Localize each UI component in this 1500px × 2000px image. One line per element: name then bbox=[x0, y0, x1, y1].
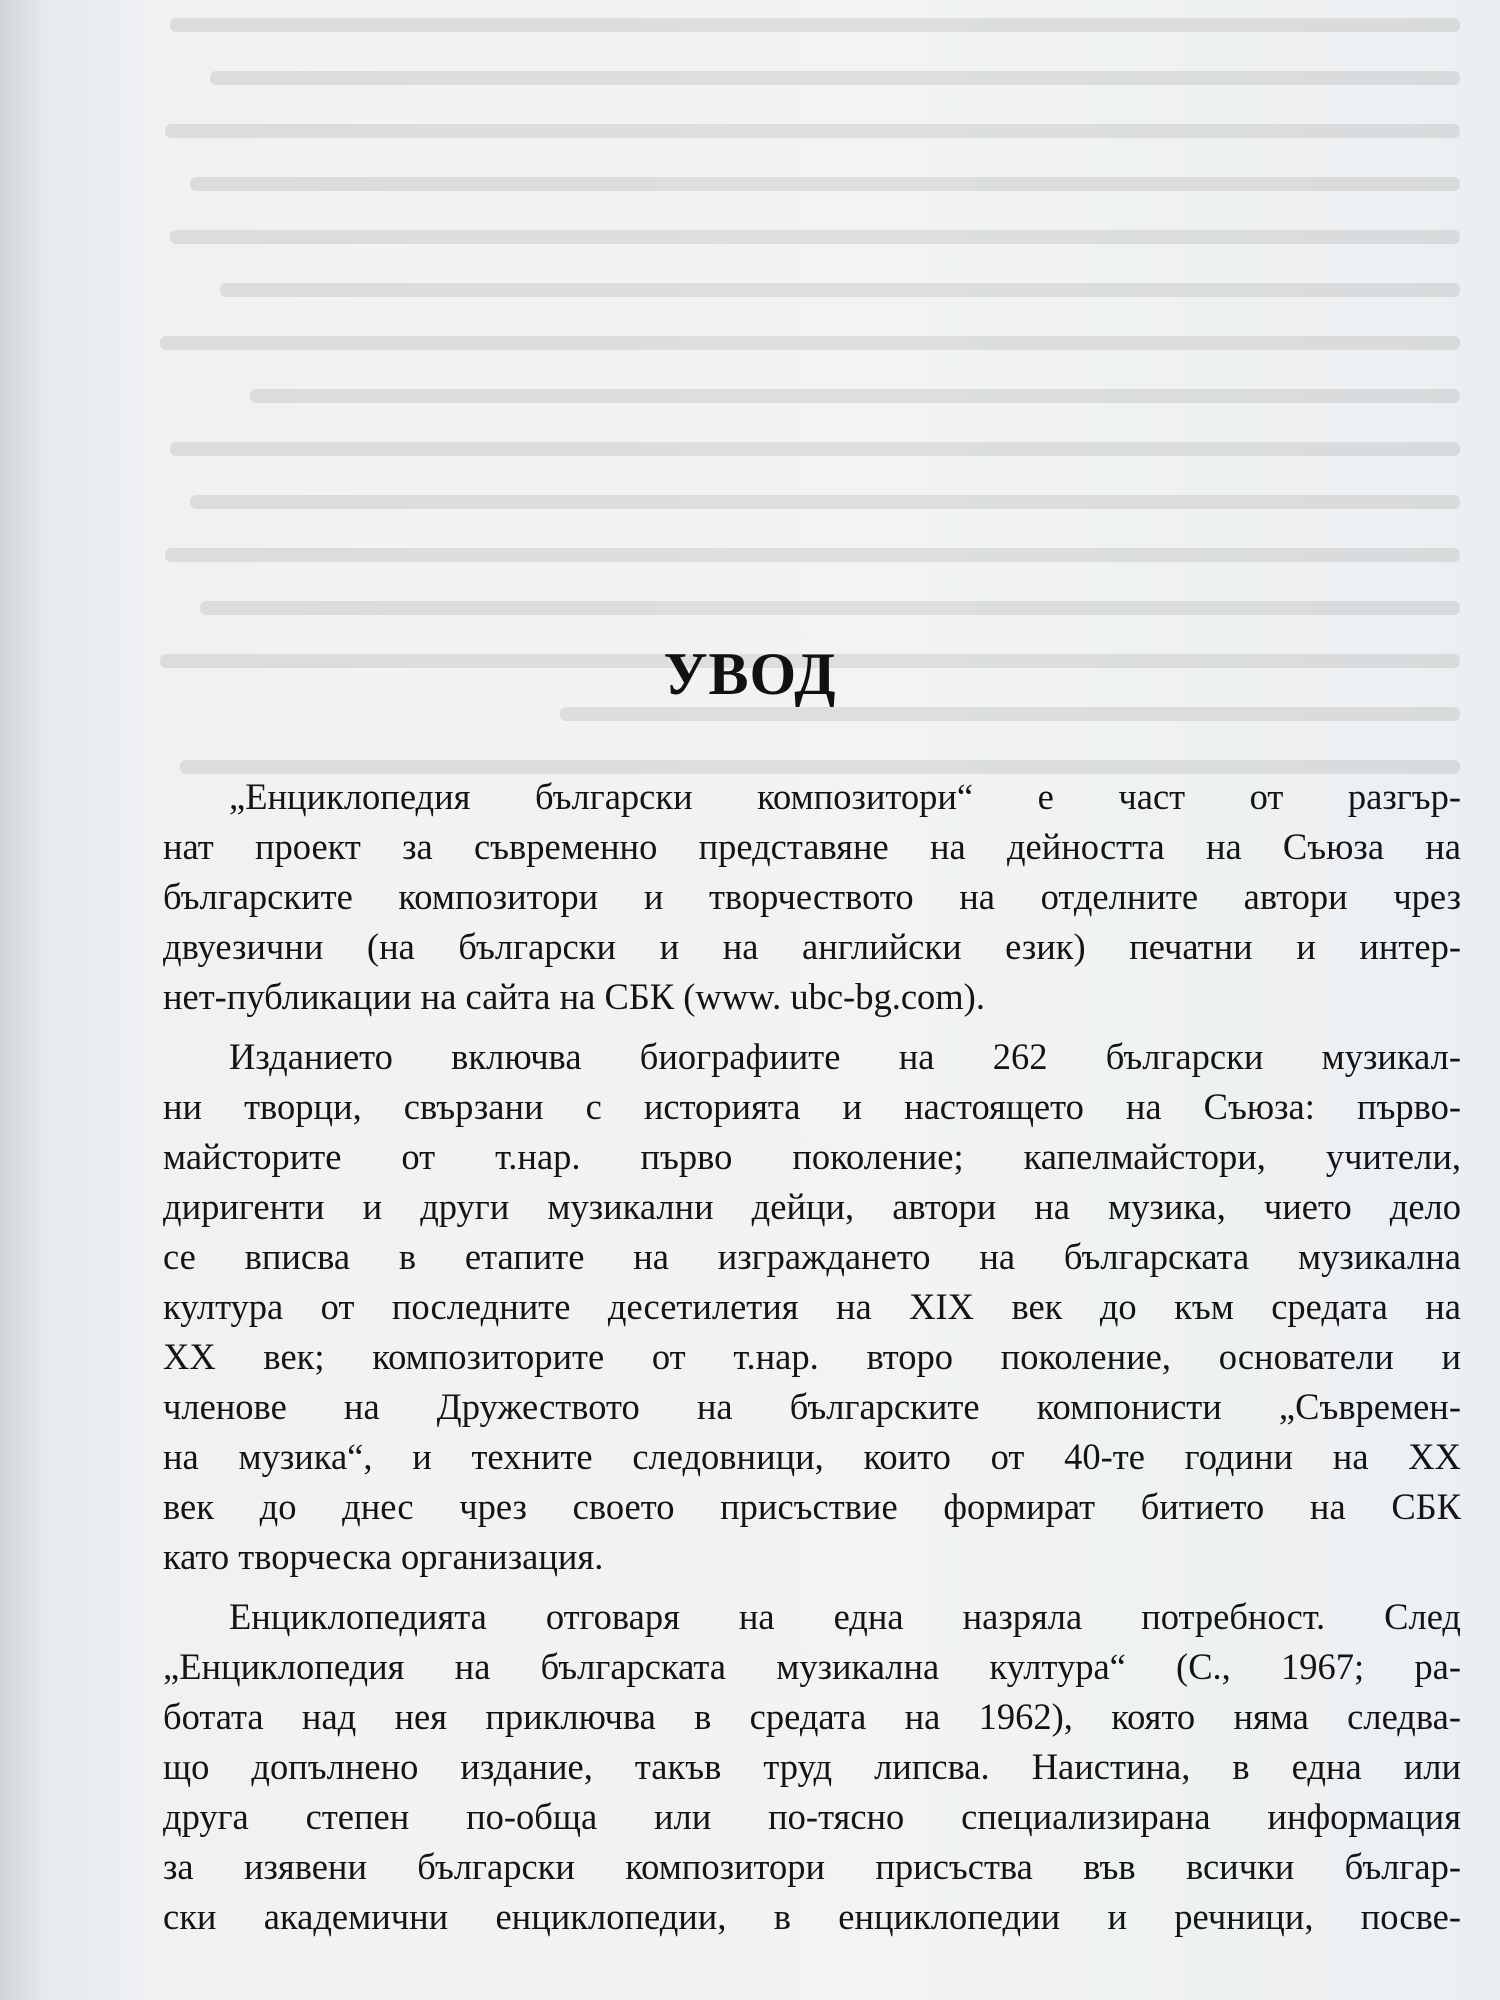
text-line: нет-публикации на сайта на СБК (www. ubc-bg.com). bbox=[163, 976, 985, 1017]
text-line: век до днес чрез своето присъствие формират битието на СБК bbox=[163, 1486, 1461, 1527]
text-line: Изданието включва биографиите на 262 български музикал- bbox=[229, 1036, 1461, 1077]
text-line: като творческа организация. bbox=[163, 1536, 604, 1577]
text-line: що допълнено издание, такъв труд липсва. Наистина, в една или bbox=[163, 1746, 1461, 1787]
text-line: култура от последните десетилетия на XIX век до към средата на bbox=[163, 1286, 1461, 1327]
text-line: ски академични енциклопедии, в енциклопедии и речници, посве- bbox=[163, 1896, 1461, 1937]
paragraph-scope bbox=[163, 1032, 1461, 1582]
text-line: се вписва в етапите на изграждането на българската музикална bbox=[163, 1236, 1461, 1277]
text-line: на музика“, и техните следовници, които от 40-те години на XX bbox=[163, 1436, 1461, 1477]
text-line: „Енциклопедия на българската музикална култура“ (С., 1967; ра- bbox=[163, 1646, 1461, 1687]
paragraph-intro bbox=[163, 772, 1461, 1022]
text-line: XX век; композиторите от т.нар. второ поколение, основатели и bbox=[163, 1336, 1461, 1377]
text-line: майсторите от т.нар. първо поколение; капелмайстори, учители, bbox=[163, 1136, 1461, 1177]
text-line: Енциклопедията отговаря на една назряла потребност. След bbox=[229, 1596, 1461, 1637]
text-line: диригенти и други музикални дейци, автори на музика, чието дело bbox=[163, 1186, 1461, 1227]
paragraph-need bbox=[163, 1592, 1461, 1942]
text-line: членове на Дружеството на българските компонисти „Съвремен- bbox=[163, 1386, 1461, 1427]
text-line: ботата над нея приключва в средата на 1962), която няма следва- bbox=[163, 1696, 1461, 1737]
text-line: нат проект за съвременно представяне на дейността на Съюза на bbox=[163, 826, 1461, 867]
text-line: „Енциклопедия български композитори“ е част от разгър- bbox=[229, 776, 1461, 817]
text-line: българските композитори и творчеството на отделните автори чрез bbox=[163, 876, 1461, 917]
page-title: УВОД bbox=[663, 641, 837, 707]
text-line: за изявени български композитори присъства във всички българ- bbox=[163, 1846, 1461, 1887]
text-line: двуезични (на български и на английски език) печатни и интер- bbox=[163, 926, 1461, 967]
text-line: друга степен по-обща или по-тясно специализирана информация bbox=[163, 1796, 1461, 1837]
body-text bbox=[163, 772, 1461, 1952]
text-line: ни творци, свързани с историята и настоящето на Съюза: първо- bbox=[163, 1086, 1461, 1127]
